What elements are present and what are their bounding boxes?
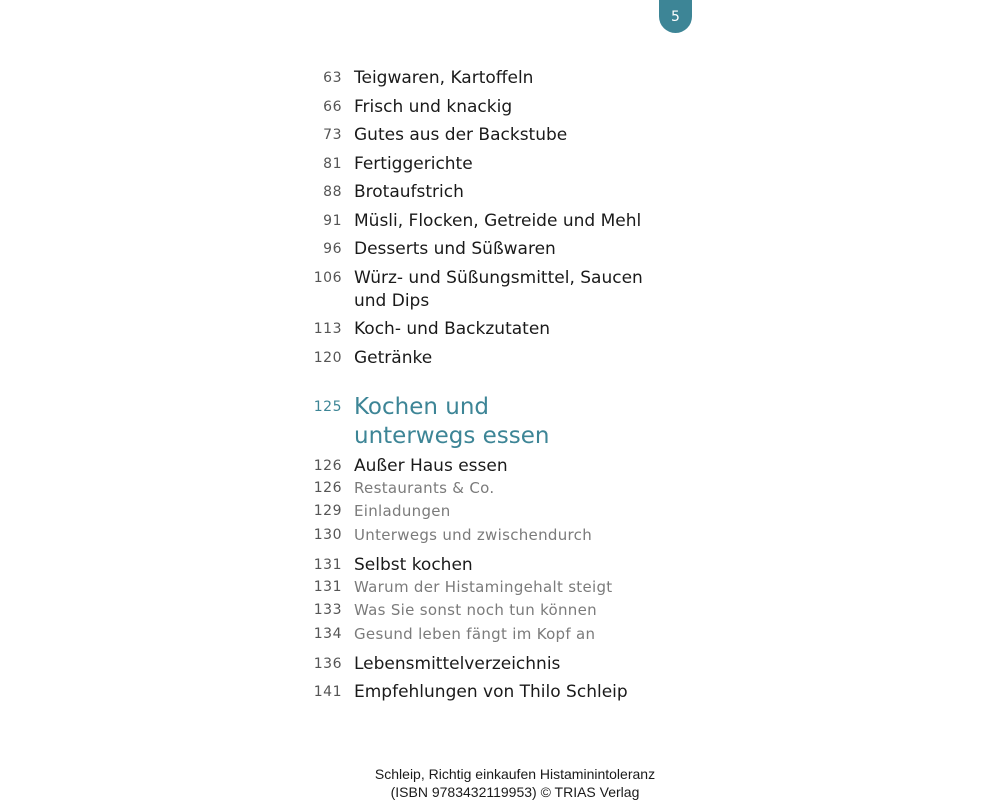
toc-title: Empfehlungen von Thilo Schleip (354, 682, 628, 702)
toc-page-number: 81 (323, 156, 342, 172)
toc-page-number: 141 (313, 684, 342, 700)
toc-page-number: 73 (323, 127, 342, 143)
toc-page-number: 113 (313, 321, 342, 337)
toc-page-number: 120 (313, 350, 342, 366)
toc-subtitle: Was Sie sonst noch tun können (354, 601, 597, 619)
toc-subtitle: Einladungen (354, 502, 451, 520)
toc-page-number: 88 (323, 184, 342, 200)
toc-title: Würz- und Süßungsmittel, Saucen und Dips (354, 268, 643, 311)
citation-line-2: (ISBN 9783432119953) © TRIAS Verlag (390, 784, 640, 800)
toc-subtitle: Gesund leben fängt im Kopf an (354, 625, 596, 643)
toc-title: Außer Haus essen (354, 456, 508, 476)
toc-page-number: 129 (313, 503, 342, 519)
toc-section-title: Kochen und unterwegs essen (354, 394, 550, 449)
toc-title: Koch- und Backzutaten (354, 319, 551, 339)
toc-title: Brotaufstrich (354, 182, 464, 202)
toc-section-page-number: 125 (313, 399, 342, 415)
toc-page-number: 130 (313, 527, 342, 543)
toc-subtitle: Warum der Histamingehalt steigt (354, 578, 613, 596)
toc-title: Fertiggerichte (354, 154, 473, 174)
toc-title: Selbst kochen (354, 555, 473, 575)
toc-page-number: 106 (313, 270, 342, 286)
toc-title: Desserts und Süßwaren (354, 239, 556, 259)
toc-page-number: 66 (323, 99, 342, 115)
toc-page-number: 126 (313, 458, 342, 474)
citation-line-1: Schleip, Richtig einkaufen Histaminintoleranz (374, 766, 656, 782)
toc-page-number: 126 (313, 480, 342, 496)
toc-page-number: 91 (323, 213, 342, 229)
toc-page-number: 136 (313, 656, 342, 672)
toc-title: Getränke (354, 348, 433, 368)
table-of-contents (300, 0, 700, 720)
toc-page-number: 131 (313, 579, 342, 595)
toc-subtitle: Unterwegs und zwischendurch (354, 526, 592, 544)
toc-page-number: 96 (323, 241, 342, 257)
page-number: 5 (671, 8, 680, 25)
toc-page-number: 134 (313, 626, 342, 642)
toc-page-number: 133 (313, 602, 342, 618)
toc-subtitle: Restaurants & Co. (354, 479, 495, 497)
toc-title: Müsli, Flocken, Getreide und Mehl (354, 211, 642, 231)
toc-title: Gutes aus der Backstube (354, 125, 568, 145)
toc-page-number: 63 (323, 70, 342, 86)
toc-title: Frisch und knackig (354, 97, 513, 117)
citation-footer (250, 765, 780, 801)
toc-title: Teigwaren, Kartoffeln (354, 68, 534, 88)
toc-page-number: 131 (313, 557, 342, 573)
toc-title: Lebensmittelverzeichnis (354, 654, 561, 674)
